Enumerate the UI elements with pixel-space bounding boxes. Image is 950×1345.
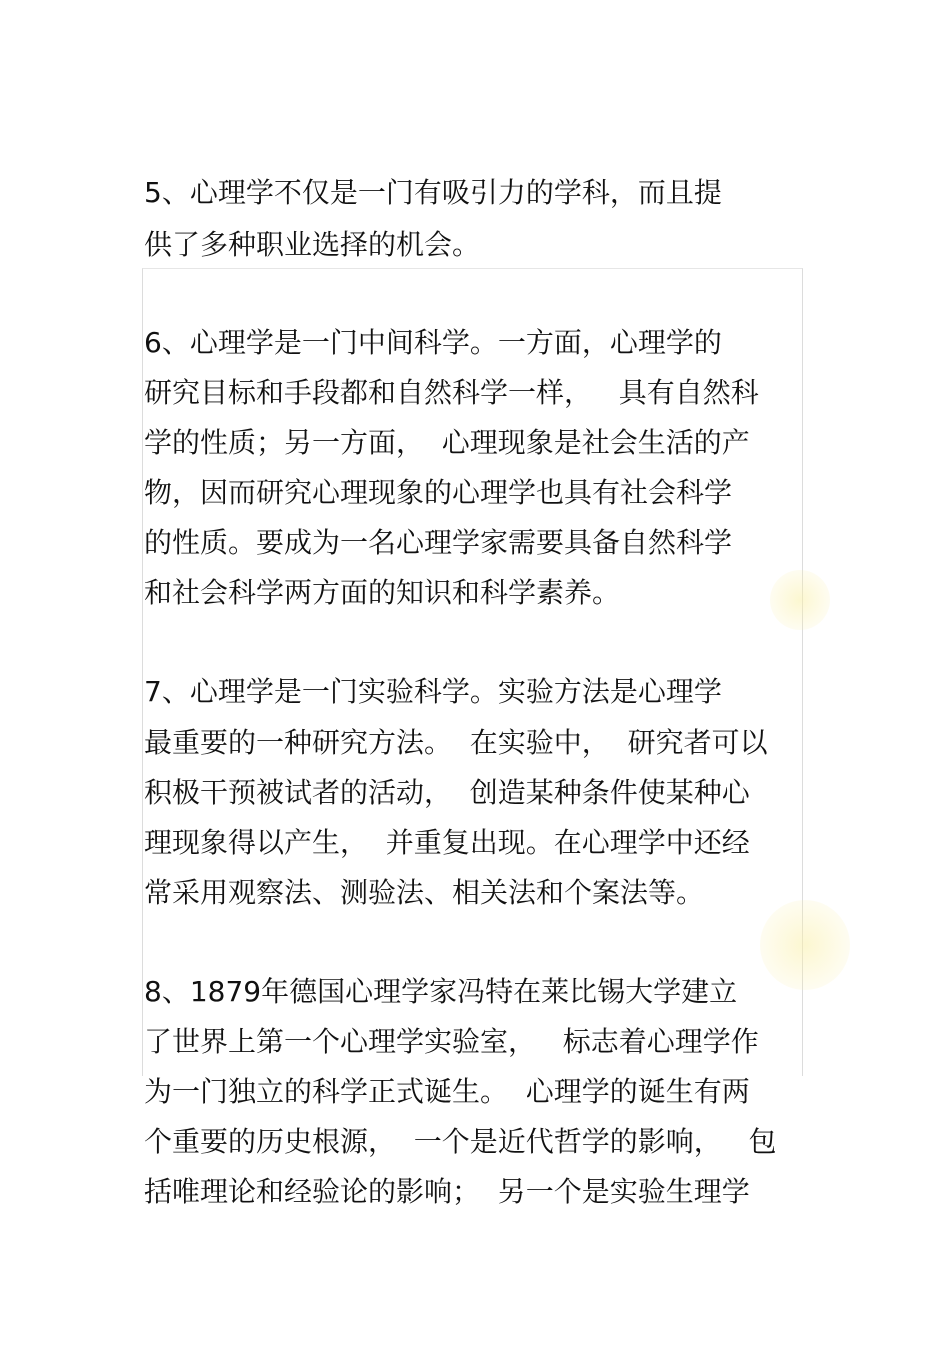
paragraph-8-line-1: 8、1879年德国心理学家冯特在莱比锡大学建立 xyxy=(144,975,738,1008)
paragraph-6-line-3: 学的性质；另一方面， 心理现象是社会生活的产 xyxy=(144,426,750,459)
paragraph-8-line-5: 括唯理论和经验论的影响； 另一个是实验生理学 xyxy=(144,1175,750,1208)
watermark-tint xyxy=(760,900,850,990)
paragraph-5-line-1: 5、心理学不仅是一门有吸引力的学科，而且提 xyxy=(144,176,722,209)
paragraph-7-line-2: 最重要的一种研究方法。 在实验中， 研究者可以 xyxy=(144,726,768,759)
paragraph-7-line-1: 7、心理学是一门实验科学。实验方法是心理学 xyxy=(144,675,722,708)
paragraph-5-line-2: 供了多种职业选择的机会。 xyxy=(144,228,481,261)
watermark-tint xyxy=(770,570,830,630)
paragraph-6-line-6: 和社会科学两方面的知识和科学素养。 xyxy=(144,576,621,609)
paragraph-8-line-2: 了世界上第一个心理学实验室， 标志着心理学作 xyxy=(144,1025,759,1058)
paragraph-7-line-4: 理现象得以产生， 并重复出现。在心理学中还经 xyxy=(144,826,750,859)
paragraph-8-line-4: 个重要的历史根源， 一个是近代哲学的影响， 包 xyxy=(144,1125,777,1158)
paragraph-6-line-5: 的性质。要成为一名心理学家需要具备自然科学 xyxy=(144,526,733,559)
paragraph-8-line-3: 为一门独立的科学正式诞生。 心理学的诞生有两 xyxy=(144,1075,750,1108)
paragraph-7-line-5: 常采用观察法、测验法、相关法和个案法等。 xyxy=(144,876,705,909)
paragraph-7-line-3: 积极干预被试者的活动， 创造某种条件使某种心 xyxy=(144,776,750,809)
paragraph-6-line-2: 研究目标和手段都和自然科学一样， 具有自然科 xyxy=(144,376,759,409)
paragraph-6-line-1: 6、心理学是一门中间科学。一方面，心理学的 xyxy=(144,326,722,359)
paragraph-6-line-4: 物，因而研究心理现象的心理学也具有社会科学 xyxy=(144,476,733,509)
